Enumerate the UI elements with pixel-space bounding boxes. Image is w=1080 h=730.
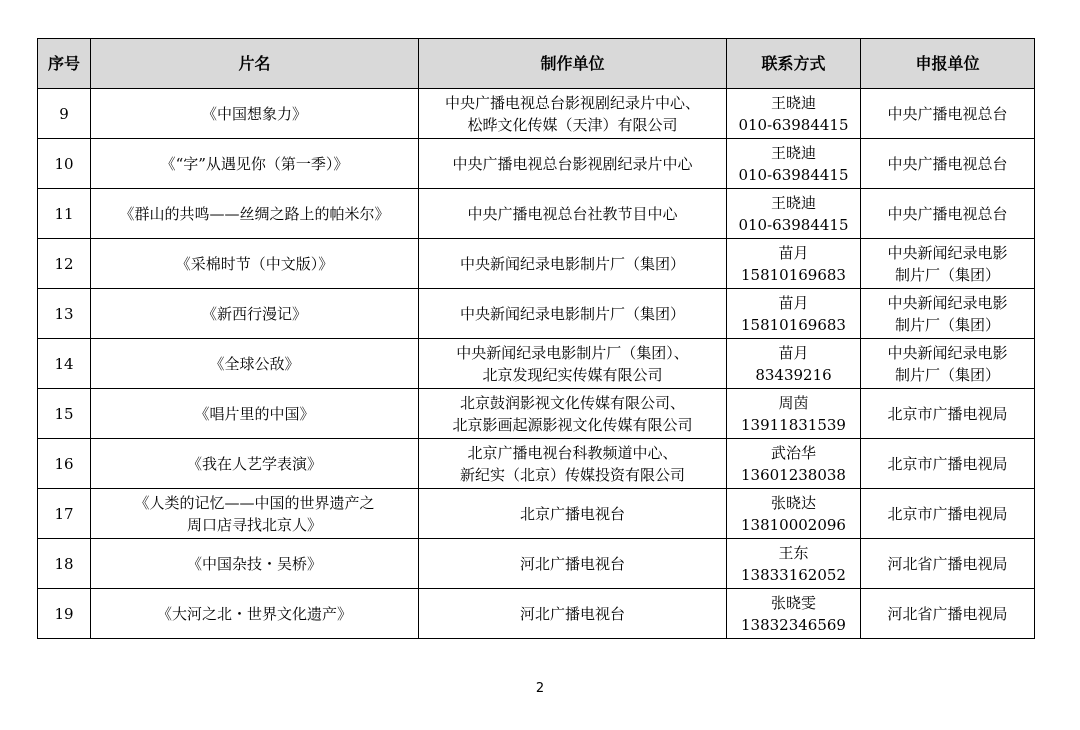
cell-producer (419, 189, 727, 239)
cell-producer-line: 中央广播电视总台影视剧纪录片中心 (452, 154, 693, 173)
table-row (38, 339, 1035, 389)
table-body (38, 89, 1035, 639)
table-row (38, 289, 1035, 339)
cell-applicant (861, 489, 1035, 539)
cell-contact-line: 13810002096 (741, 515, 846, 534)
cell-contact (727, 389, 861, 439)
cell-producer (419, 439, 727, 489)
cell-contact (727, 339, 861, 389)
table-row (38, 89, 1035, 139)
cell-contact-line: 010-63984415 (738, 115, 849, 134)
cell-index: 15 (38, 389, 91, 439)
cell-contact-line: 13601238038 (741, 465, 846, 484)
cell-applicant (861, 389, 1035, 439)
cell-index: 9 (38, 89, 91, 139)
cell-contact (727, 439, 861, 489)
cell-title-line: 周口店寻找北京人》 (186, 515, 322, 534)
cell-index: 11 (38, 189, 91, 239)
cell-applicant (861, 589, 1035, 639)
cell-applicant-line: 中央新闻纪录电影 (887, 243, 1008, 262)
cell-applicant-line: 河北省广播电视局 (887, 554, 1008, 573)
cell-applicant-line: 中央广播电视总台 (887, 204, 1008, 223)
cell-applicant (861, 89, 1035, 139)
cell-title (91, 189, 419, 239)
cell-applicant (861, 189, 1035, 239)
cell-applicant (861, 139, 1035, 189)
cell-index: 19 (38, 589, 91, 639)
table-header-row (38, 39, 1035, 89)
cell-index: 18 (38, 539, 91, 589)
cell-producer-line: 中央广播电视总台影视剧纪录片中心、 (444, 93, 700, 112)
cell-producer-line: 中央新闻纪录电影制片厂（集团） (459, 254, 685, 273)
cell-title (91, 439, 419, 489)
cell-title (91, 89, 419, 139)
cell-contact-line: 王晓迪 (770, 143, 816, 162)
cell-producer-line: 河北广播电视台 (519, 554, 625, 573)
cell-applicant-line: 北京市广播电视局 (887, 504, 1008, 523)
cell-producer-line: 中央新闻纪录电影制片厂（集团）、 (456, 343, 689, 362)
table-row (38, 139, 1035, 189)
cell-producer (419, 489, 727, 539)
cell-contact-line: 苗月 (778, 293, 809, 312)
cell-applicant-line: 中央新闻纪录电影 (887, 293, 1008, 312)
cell-applicant (861, 439, 1035, 489)
cell-index: 17 (38, 489, 91, 539)
cell-contact-line: 张晓雯 (770, 593, 816, 612)
cell-applicant-line: 制片厂（集团） (894, 315, 1000, 334)
cell-contact (727, 589, 861, 639)
cell-contact-line: 王东 (778, 543, 809, 562)
cell-title (91, 589, 419, 639)
cell-title (91, 489, 419, 539)
cell-producer-line: 新纪实（北京）传媒投资有限公司 (459, 465, 685, 484)
cell-title (91, 389, 419, 439)
cell-title (91, 139, 419, 189)
cell-contact-line: 周茵 (778, 393, 809, 412)
table-row (38, 489, 1035, 539)
cell-applicant-line: 中央广播电视总台 (887, 154, 1008, 173)
cell-applicant (861, 289, 1035, 339)
cell-contact-line: 83439216 (755, 365, 832, 384)
cell-title-line: 《“字”从遇见你（第一季）》 (160, 154, 349, 173)
cell-producer (419, 339, 727, 389)
cell-title-line: 《群山的共鸣——丝绸之路上的帕米尔》 (119, 204, 390, 223)
cell-producer-line: 北京鼓润影视文化传媒有限公司、 (459, 393, 685, 412)
cell-title (91, 339, 419, 389)
table-row (38, 539, 1035, 589)
table-row (38, 389, 1035, 439)
cell-producer-line: 中央新闻纪录电影制片厂（集团） (459, 304, 685, 323)
cell-contact (727, 539, 861, 589)
cell-applicant (861, 239, 1035, 289)
cell-applicant-line: 北京市广播电视局 (887, 454, 1008, 473)
cell-contact-line: 15810169683 (741, 265, 846, 284)
cell-applicant-line: 制片厂（集团） (894, 265, 1000, 284)
cell-contact (727, 489, 861, 539)
cell-producer-line: 北京广播电视台 (519, 504, 625, 523)
cell-title (91, 539, 419, 589)
cell-title-line: 《人类的记忆——中国的世界遗产之 (134, 493, 375, 512)
cell-contact-line: 张晓达 (770, 493, 816, 512)
cell-producer-line: 中央广播电视总台社教节目中心 (467, 204, 678, 223)
cell-applicant-line: 中央新闻纪录电影 (887, 343, 1008, 362)
header-contact: 联系方式 (727, 39, 861, 89)
cell-producer-line: 北京发现纪实传媒有限公司 (482, 365, 663, 384)
cell-contact (727, 239, 861, 289)
cell-producer (419, 589, 727, 639)
table-row (38, 439, 1035, 489)
cell-contact-line: 王晓迪 (770, 193, 816, 212)
cell-index: 10 (38, 139, 91, 189)
cell-producer-line: 北京广播电视台科教频道中心、 (467, 443, 678, 462)
cell-contact-line: 010-63984415 (738, 165, 849, 184)
cell-index: 14 (38, 339, 91, 389)
cell-producer (419, 289, 727, 339)
cell-applicant-line: 河北省广播电视局 (887, 604, 1008, 623)
cell-title (91, 289, 419, 339)
cell-title-line: 《我在人艺学表演》 (186, 454, 322, 473)
cell-applicant-line: 北京市广播电视局 (887, 404, 1008, 423)
cell-contact-line: 13911831539 (741, 415, 846, 434)
header-index: 序号 (38, 39, 91, 89)
cell-contact (727, 189, 861, 239)
cell-title-line: 《大河之北・世界文化遗产》 (156, 604, 352, 623)
cell-title-line: 《中国杂技・吴桥》 (186, 554, 322, 573)
cell-title-line: 《新西行漫记》 (201, 304, 307, 323)
cell-applicant-line: 制片厂（集团） (894, 365, 1000, 384)
page-number: 2 (535, 681, 545, 696)
table-row (38, 589, 1035, 639)
header-applicant: 申报单位 (861, 39, 1035, 89)
cell-contact-line: 苗月 (778, 343, 809, 362)
cell-contact (727, 289, 861, 339)
cell-producer (419, 239, 727, 289)
cell-contact-line: 010-63984415 (738, 215, 849, 234)
cell-producer (419, 139, 727, 189)
cell-contact-line: 苗月 (778, 243, 809, 262)
cell-applicant-line: 中央广播电视总台 (887, 104, 1008, 123)
cell-producer-line: 北京影画起源影视文化传媒有限公司 (452, 415, 693, 434)
cell-contact-line: 王晓迪 (770, 93, 816, 112)
cell-applicant (861, 339, 1035, 389)
cell-contact (727, 139, 861, 189)
table-row (38, 189, 1035, 239)
cell-index: 13 (38, 289, 91, 339)
cell-title-line: 《全球公敌》 (209, 354, 300, 373)
cell-producer (419, 89, 727, 139)
cell-contact-line: 武治华 (770, 443, 816, 462)
cell-producer-line: 松晔文化传媒（天津）有限公司 (467, 115, 678, 134)
cell-title (91, 239, 419, 289)
table-row (38, 239, 1035, 289)
cell-contact-line: 13832346569 (741, 615, 846, 634)
cell-applicant (861, 539, 1035, 589)
cell-contact-line: 13833162052 (741, 565, 846, 584)
cell-index: 16 (38, 439, 91, 489)
documentary-table (37, 38, 1035, 639)
header-title: 片名 (91, 39, 419, 89)
cell-producer-line: 河北广播电视台 (519, 604, 625, 623)
cell-title-line: 《采棉时节（中文版）》 (175, 254, 334, 273)
cell-title-line: 《中国想象力》 (201, 104, 307, 123)
cell-title-line: 《唱片里的中国》 (194, 404, 315, 423)
header-producer: 制作单位 (419, 39, 727, 89)
cell-producer (419, 539, 727, 589)
cell-index: 12 (38, 239, 91, 289)
cell-contact-line: 15810169683 (741, 315, 846, 334)
cell-contact (727, 89, 861, 139)
cell-producer (419, 389, 727, 439)
